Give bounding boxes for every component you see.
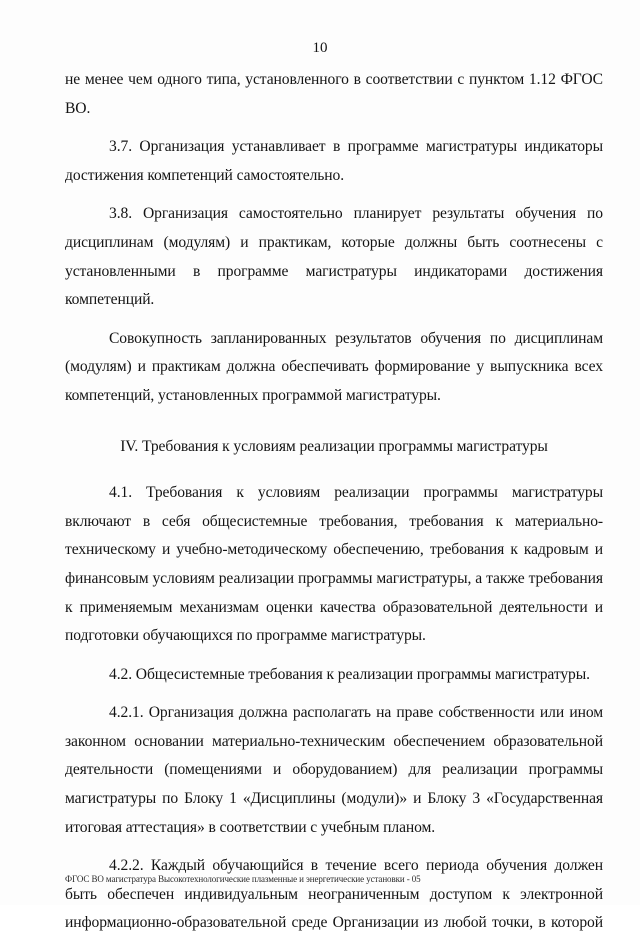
document-body (65, 66, 603, 938)
page-number: 10 (312, 40, 328, 56)
paragraph-4-2: 4.2. Общесистемные требования к реализации программы магистратуры. (109, 665, 590, 683)
page-footer: ФГОС ВО магистратура Высокотехнологические плазменные и энергетические установки - 05 (65, 874, 421, 884)
paragraph-3-8: 3.8. Организация самостоятельно планирует результаты обучения по дисциплинам (модулям) и практикам, которые должны быть соотнесены с установленными в программе магистратуры индикаторами достижения компетенций. (65, 205, 603, 309)
section-heading: IV. Требования к условиям реализации программы магистратуры (120, 437, 548, 455)
paragraph-4-2-1: 4.2.1. Организация должна располагать на праве собственности или ином законном основании материально-техническим обеспечением образовательной деятельности (помещениями и оборудованием) для реализации программы магистратуры по Блоку 1 «Дисциплины (модули)» и Блоку 3 «Государственная итоговая аттестация» в соответствии с учебным планом. (65, 704, 603, 836)
paragraph-continuation: не менее чем одного типа, установленного в соответствии с пунктом 1.12 ФГОС ВО. (65, 71, 603, 117)
paragraph-4-2-2: 4.2.2. Каждый обучающийся в течение всего периода обучения должен быть обеспечен индивидуальным неограниченным доступом к электронной информационно-образовательной среде Организации из любой точки, в которой (65, 857, 603, 932)
paragraph-competencies: Совокупность запланированных результатов обучения по дисциплинам (модулям) и практикам должна обеспечивать формирование у выпускника всех компетенций, установленных программой магистратуры. (65, 329, 603, 404)
paragraph-3-7: 3.7. Организация устанавливает в программе магистратуры индикаторы достижения компетенций самостоятельно. (65, 138, 603, 184)
paragraph-4-1: 4.1. Требования к условиям реализации программы магистратуры включают в себя общесистемные требования, требования к материально-техническому и учебно-методическому обеспечению, требования к кадровым и финансовым условиям реализации программы магистратуры, а также требования к применяемым механизмам оценки качества образовательной деятельности и подготовки обучающихся по программе магистратуры. (65, 484, 603, 645)
